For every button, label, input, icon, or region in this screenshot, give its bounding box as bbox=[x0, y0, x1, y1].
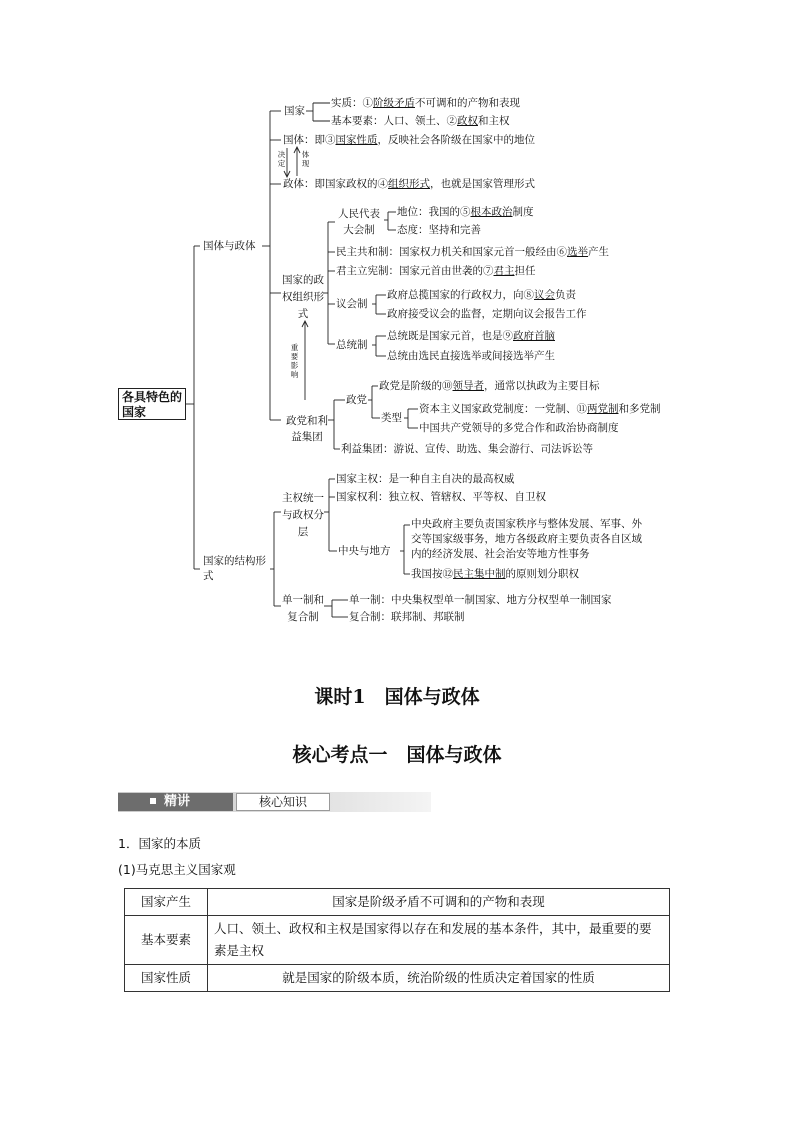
node-danyizhi: 单一制：中央集权型单一制国家、地方分权型单一制国家 bbox=[349, 594, 612, 606]
node-zy-2: 交等国家级事务，地方各级政府主要负责各自区域 bbox=[411, 533, 642, 545]
node-yihui-2: 政府接受议会的监督，定期向议会报告工作 bbox=[387, 308, 587, 320]
node-yihui-1: 政府总揽国家的行政权力，向⑧议会负责 bbox=[387, 289, 576, 301]
node-gjzq: 国家主权：是一种自主自决的最高权威 bbox=[336, 473, 515, 485]
table-cell-body: 国家是阶级矛盾不可调和的产物和表现 bbox=[208, 889, 670, 916]
section-subheading: (1)马克思主义国家观 bbox=[118, 862, 236, 877]
mindmap-root bbox=[118, 388, 186, 420]
node-shizhi: 实质：①阶级矛盾不可调和的产物和表现 bbox=[331, 97, 520, 109]
node-yihuizhi: 议会制 bbox=[336, 298, 368, 310]
section-heading: 1．国家的本质 bbox=[118, 836, 201, 851]
section-bar-jingjiang: 精讲 bbox=[118, 793, 233, 811]
table-cell-body: 就是国家的阶级本质，统治阶级的性质决定着国家的性质 bbox=[208, 965, 670, 992]
label-zhongyao-yingxiang: 重要影响 bbox=[290, 343, 299, 379]
knowledge-table bbox=[124, 888, 670, 992]
node-zhuquan-tongyi: 主权统一与政权分层 bbox=[282, 492, 324, 538]
node-jzlx: 君主立宪制：国家元首由世袭的⑦君主担任 bbox=[336, 265, 536, 277]
section-bar-hexin: 核心知识 bbox=[236, 793, 330, 811]
lesson-title: 课时1 国体与政体 bbox=[314, 686, 480, 708]
branch-jiegou: 国家的结构形式 bbox=[203, 555, 266, 582]
square-icon bbox=[150, 798, 156, 804]
node-lx-1: 资本主义国家政党制度：一党制、⑪两党制和多党制 bbox=[419, 403, 661, 415]
branch-guoti-zhengti: 国体与政体 bbox=[203, 240, 256, 252]
table-cell-body: 人口、领土、政权和主权是国家得以存在和发展的基本条件，其中，最重要的要素是主权 bbox=[208, 916, 670, 965]
node-leixing: 类型 bbox=[381, 412, 402, 424]
node-fuhezhi: 复合制：联邦制、邦联制 bbox=[349, 611, 465, 623]
node-taidu: 态度：坚持和完善 bbox=[397, 224, 481, 236]
node-danyi-fuhe: 单一制和复合制 bbox=[282, 594, 324, 623]
node-rmdb: 人民代表大会制 bbox=[338, 208, 380, 236]
node-zuzhi-xingshi: 国家的政权组织形式 bbox=[282, 274, 324, 320]
node-zongtong-2: 总统由选民直接选举或间接选举产生 bbox=[387, 350, 555, 362]
node-zongtongzhi: 总统制 bbox=[336, 339, 368, 351]
node-zhengdang-liyi: 政党和利益集团 bbox=[286, 415, 328, 443]
node-gjql: 国家权利：独立权、管辖权、平等权、自卫权 bbox=[336, 491, 546, 503]
node-guoti: 国体：即③国家性质，反映社会各阶级在国家中的地位 bbox=[283, 134, 535, 146]
node-zhongyang-difang: 中央与地方 bbox=[338, 545, 391, 557]
label-tixian: 体现 bbox=[301, 150, 310, 168]
table-row bbox=[125, 965, 670, 992]
node-yaosu: 基本要素：人口、领土、②政权和主权 bbox=[331, 115, 510, 127]
node-diwei: 地位：我国的⑤根本政治制度 bbox=[397, 206, 534, 218]
table-row bbox=[125, 916, 670, 965]
node-zongtong-1: 总统既是国家元首，也是⑨政府首脑 bbox=[387, 330, 555, 342]
node-zhengti: 政体：即国家政权的④组织形式，也就是国家管理形式 bbox=[283, 178, 535, 190]
table-row bbox=[125, 889, 670, 916]
node-mzgh: 民主共和制：国家权力机关和国家元首一般经由⑥选举产生 bbox=[336, 246, 609, 258]
node-liyijituan: 利益集团：游说、宣传、助选、集会游行、司法诉讼等 bbox=[341, 443, 593, 455]
node-zhengdang: 政党 bbox=[346, 394, 367, 406]
node-zd-1: 政党是阶级的⑩领导者，通常以执政为主要目标 bbox=[379, 380, 600, 392]
node-zy-1: 中央政府主要负责国家秩序与整体发展、军事、外 bbox=[411, 518, 642, 530]
point-title: 核心考点一 国体与政体 bbox=[292, 744, 502, 766]
table-cell-head: 基本要素 bbox=[125, 916, 208, 965]
node-zy-3: 内的经济发展、社会治安等地方性事务 bbox=[411, 548, 590, 560]
label-jueding: 决定 bbox=[277, 150, 286, 168]
node-guojia: 国家 bbox=[284, 105, 305, 117]
table-cell-head: 国家性质 bbox=[125, 965, 208, 992]
node-zy-4: 我国按⑫民主集中制的原则划分职权 bbox=[411, 568, 579, 580]
root-label: 各具特色的国家 bbox=[122, 390, 183, 419]
node-lx-2: 中国共产党领导的多党合作和政治协商制度 bbox=[419, 422, 619, 434]
table-cell-head: 国家产生 bbox=[125, 889, 208, 916]
